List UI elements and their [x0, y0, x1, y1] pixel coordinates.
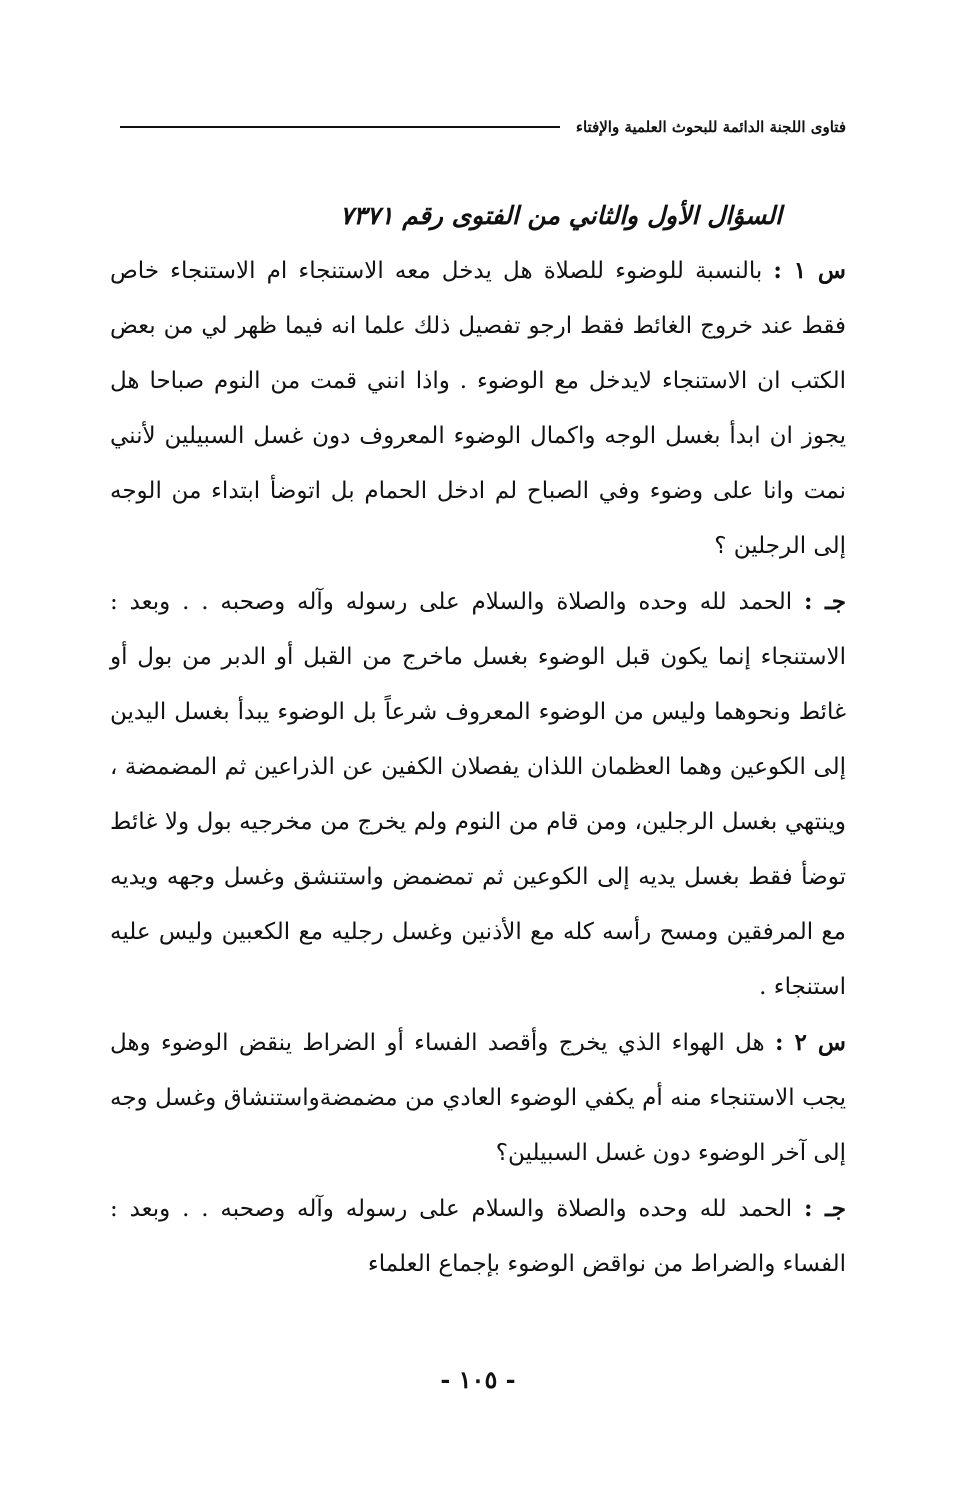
question-2-label: س ٢ :: [775, 1029, 846, 1056]
running-header: [120, 112, 846, 142]
answer-1-label: جـ :: [804, 588, 846, 615]
question-2: [110, 1015, 846, 1181]
question-2-text: هل الهواء الذي يخرج وأقصد الفساء أو الضراط ينقض الوضوء وهل يجب الاستنجاء منه أم يكفي الوضوء العادي من مضمضةواستنشاق وغسل وجه إلى آخر الوضوء دون غسل السبيلين؟: [110, 1030, 846, 1166]
running-header-title: فتاوى اللجنة الدائمة للبحوث العلمية والإفتاء: [575, 118, 846, 136]
question-1-label: س ١ :: [773, 257, 847, 284]
answer-2: [110, 1181, 846, 1292]
answer-1: [110, 574, 846, 1015]
fatwa-title: السؤال الأول والثاني من الفتوى رقم ٧٣٧١: [339, 201, 782, 230]
body-text: [110, 188, 846, 1292]
question-1-text: بالنسبة للوضوء للصلاة هل يدخل معه الاستنجاء ام الاستنجاء خاص فقط عند خروج الغائط فقط ارجو تفصيل ذلك علما انه فيما ظهر لي من بعض الكتب ان الاستنجاء لايدخل مع الوضوء . واذا انني قمت من النوم صباحا هل يجوز ان ابدأ بغسل الوجه واكمال الوضوء المعروف دون غسل السبيلين لأنني نمت وانا على وضوء وفي الصباح لم ادخل الحمام بل اتوضأ ابتداء من الوجه إلى الرجلين ؟: [110, 258, 846, 559]
answer-1-text: الحمد لله وحده والصلاة والسلام على رسوله وآله وصحبه . . وبعد : الاستنجاء إنما يكون قبل الوضوء بغسل ماخرج من القبل أو الدبر من بول أو غائط ونحوهما وليس من الوضوء المعروف شرعاً بل الوضوء يبدأ بغسل اليدين إلى الكوعين وهما العظمان اللذان يفصلان الكفين عن الذراعين ثم المضمضة ، وينتهي بغسل الرجلين، ومن قام من النوم ولم يخرج من مخرجيه بول ولا غائط توضأ فقط بغسل يديه إلى الكوعين ثم تمضمض واستنشق وغسل وجهه ويديه مع المرفقين ومسح رأسه كله مع الأذنين وغسل رجليه مع الكعبين وليس عليه استنجاء .: [110, 589, 846, 1000]
question-1: [110, 243, 846, 574]
header-rule: [120, 126, 560, 128]
answer-2-text: الحمد لله وحده والصلاة والسلام على رسوله وآله وصحبه . . وبعد : الفساء والضراط من نواقض الوضوء بإجماع العلماء: [110, 1196, 846, 1277]
answer-2-label: جـ :: [804, 1195, 846, 1222]
page-number: - ١٠٥ -: [440, 1365, 516, 1394]
